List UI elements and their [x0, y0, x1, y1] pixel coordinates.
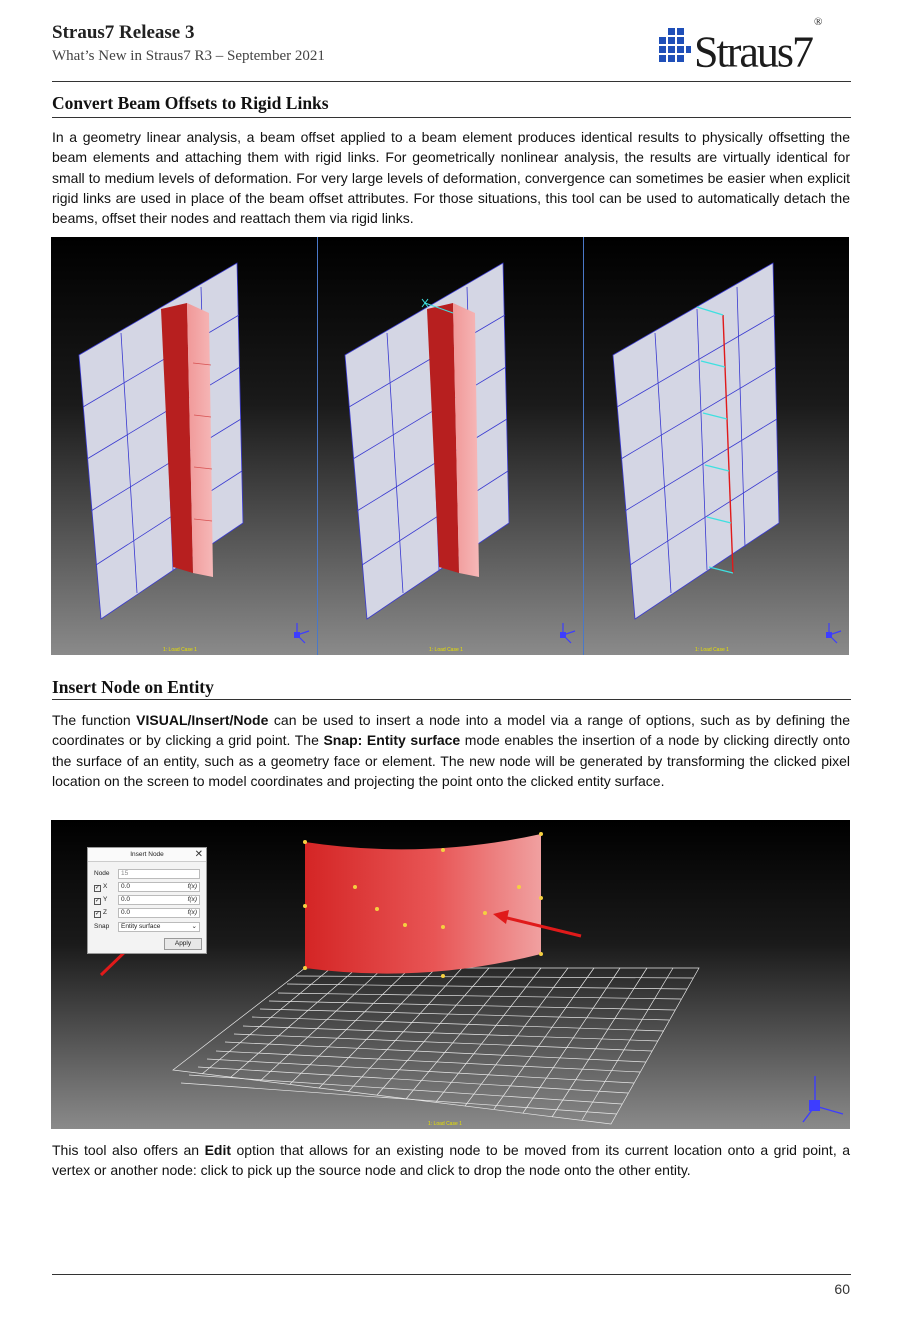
- section-heading-insert-node: Insert Node on Entity: [52, 677, 214, 697]
- z-checkbox[interactable]: ✓ Z: [95, 909, 107, 917]
- section-rule: [52, 117, 851, 118]
- section-rule: [52, 699, 851, 700]
- z-field[interactable]: 0.0 f(x): [118, 908, 200, 918]
- section-paragraph-insert-node: The function VISUAL/Insert/Node can be used to insert a node into a model via a range of options, such as by defining the coordinates or by clicking a grid point. The Snap: Entity surface mode enables the insertion of a node by clicking directly onto the surface of an entity, such as a geometry face or element. The new node will be generated by transforming the clicked pixel location on the screen to model coordinates and projecting the point onto the clicked entity surface.: [52, 712, 850, 789]
- curved-wall: [305, 834, 541, 974]
- load-case-label: 1: Load Case 1: [695, 647, 729, 653]
- x-checkbox[interactable]: ✓ X: [95, 883, 108, 891]
- section-heading-beam-offsets: Convert Beam Offsets to Rigid Links: [52, 93, 329, 113]
- edit-option-paragraph: This tool also offers an Edit option that allows for an existing node to be moved from its current location onto a grid point, a vertex or another node: click to pick up the source node and click to drop the node onto the other entity.: [52, 1142, 851, 1179]
- logo-wordmark: Straus7®: [694, 16, 823, 77]
- load-case-label: 1: Load Case 1: [163, 647, 197, 653]
- beam-offset-figure: [51, 237, 849, 655]
- y-checkbox[interactable]: ✓ Y: [95, 896, 108, 904]
- load-case-label: 1: Load Case 1: [428, 1121, 462, 1127]
- chevron-down-icon: ⌄: [191, 923, 197, 930]
- header-rule: [52, 81, 851, 82]
- insert-node-figure: [51, 820, 850, 1129]
- close-icon[interactable]: ✕: [194, 849, 203, 860]
- page-number: 60: [834, 1281, 850, 1297]
- section-paragraph-beam-offsets: In a geometry linear analysis, a beam offset applied to a beam element produces identical results to physically offsetting the beam elements and attaching them with rigid links. For geometrically nonlinear analysis, the results are virtually identical for small to medium levels of deformation. For very large levels of deformation, convergence can sometimes be easier when explicit rigid links are used in place of the beam offset attributes. For those situations, this tool can be used to automatically detach the beams, offset their nodes and reattach them via rigid links.: [52, 129, 850, 227]
- beam-offset-illustration: [51, 237, 849, 655]
- node-field[interactable]: 15: [118, 869, 200, 879]
- straus7-logo: [656, 16, 846, 77]
- panel-rigid-links: [613, 263, 779, 619]
- insert-node-dialog: [87, 847, 207, 954]
- y-field[interactable]: 0.0 f(x): [118, 895, 200, 905]
- panel-divider: [583, 237, 584, 655]
- load-case-label: 1: Load Case 1: [429, 647, 463, 653]
- document-subtitle: What’s New in Straus7 R3 – September 2021: [52, 48, 325, 64]
- panel-beam-offset: [79, 263, 243, 619]
- dialog-title: Insert Node: [88, 848, 206, 862]
- panel-detached-beams: [345, 263, 509, 619]
- snap-label: Snap: [94, 923, 110, 930]
- panel-divider: [317, 237, 318, 655]
- apply-button[interactable]: Apply: [164, 938, 202, 950]
- node-label: Node: [94, 870, 110, 877]
- ground-grid: [173, 968, 699, 1124]
- snap-select[interactable]: Entity surface ⌄: [118, 922, 200, 932]
- x-field[interactable]: 0.0 f(x): [118, 882, 200, 892]
- footer-rule: [52, 1274, 851, 1275]
- document-title: Straus7 Release 3: [52, 22, 195, 43]
